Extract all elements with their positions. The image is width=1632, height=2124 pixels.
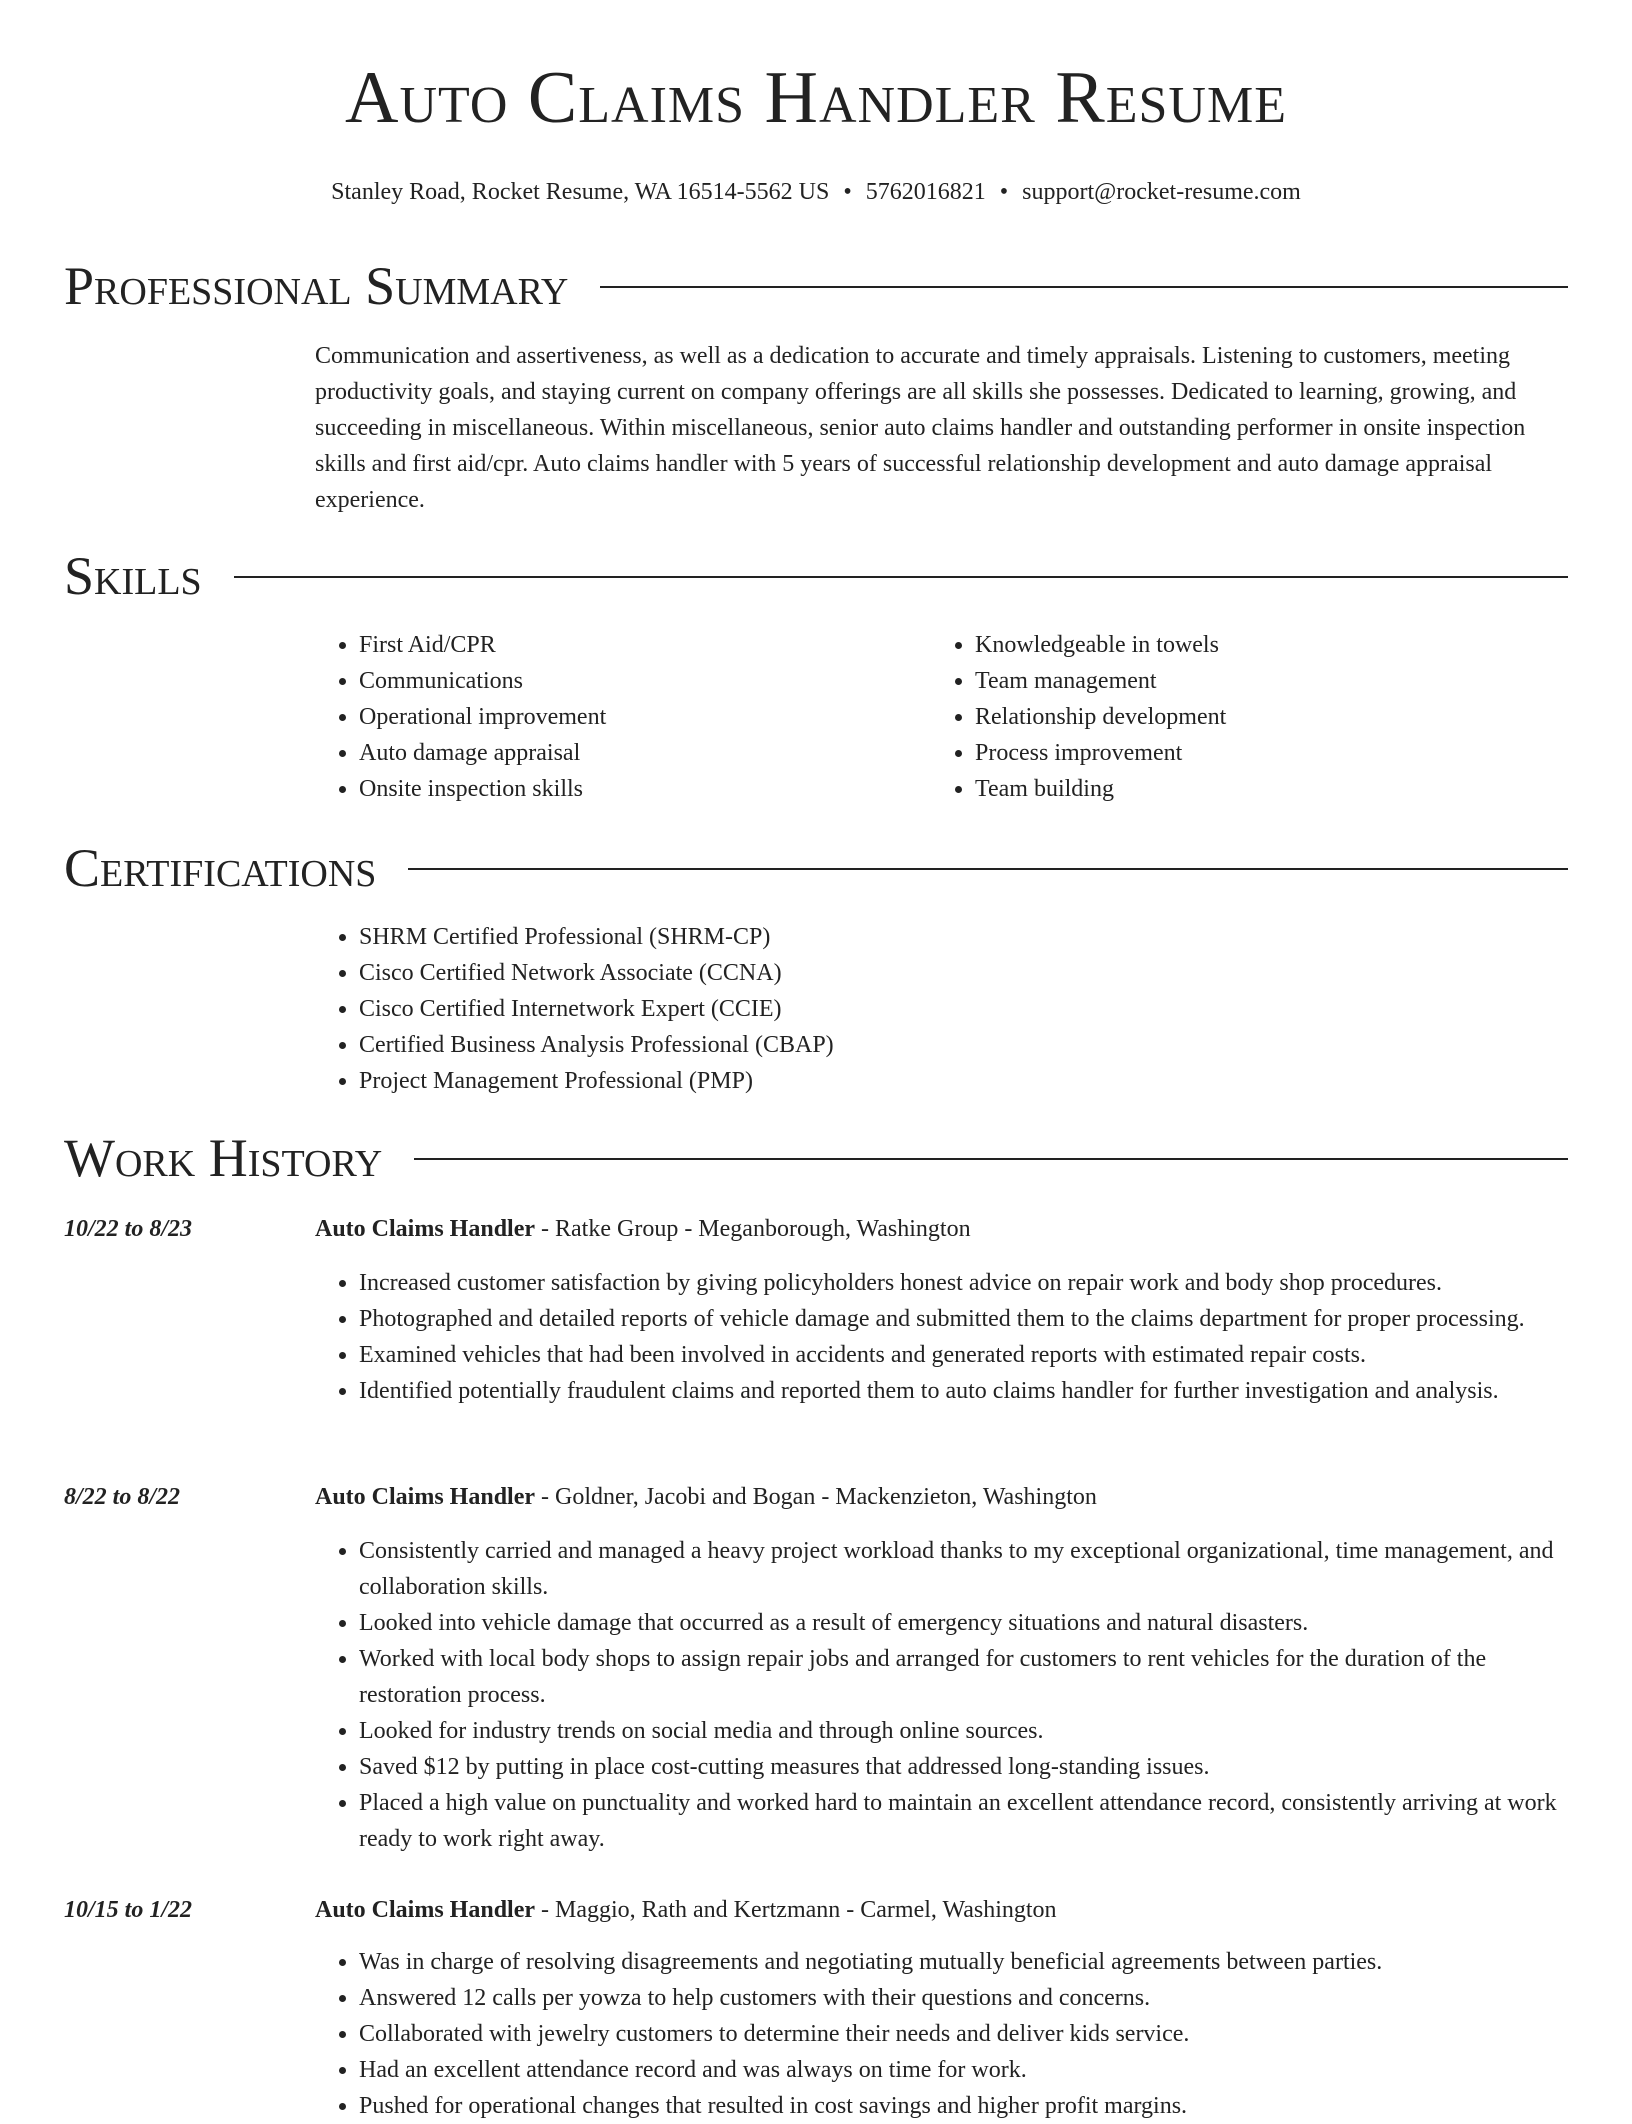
job-bullet: • Examined vehicles that had been involved in accidents and generated reports with estimated repair costs. bbox=[359, 1337, 1568, 1373]
certifications-heading: Certifications bbox=[64, 838, 377, 898]
job-bullet: • Saved $12 by putting in place cost-cutting measures that addressed long-standing issues. bbox=[359, 1749, 1568, 1785]
job-details: - Maggio, Rath and Kertzmann - Carmel, Washington bbox=[535, 1897, 1057, 1923]
job-title: Auto Claims Handler bbox=[315, 1216, 536, 1242]
certifications-section-header bbox=[64, 836, 1568, 900]
job-bullets bbox=[315, 1265, 1568, 1409]
summary-text: Communication and assertiveness, as well as a dedication to accurate and timely appraisals. Listening to customers, meeting productivity goals, and staying current on company offerings are all skills she possesses. Dedicated to learning, growing, and succeeding in miscellaneous. Within miscellaneous, senior auto claims handler and outstanding performer in onsite inspection skills and first aid/cpr. Auto claims handler with 5 years of successful relationship development and auto damage appraisal experience. bbox=[315, 343, 1526, 513]
job-bullet: • Placed a high value on punctuality and worked hard to maintain an excellent attendance record, consistently arriving at work ready to work right away. bbox=[359, 1785, 1568, 1857]
job-bullet: • Looked for industry trends on social media and through online sources. bbox=[359, 1713, 1568, 1749]
certifications-list bbox=[315, 919, 1568, 1099]
job-bullet: • Worked with local body shops to assign repair jobs and arranged for customers to rent vehicles for the duration of the restoration process. bbox=[359, 1641, 1568, 1713]
skill-item: • Communications bbox=[359, 663, 915, 699]
job-dates: 10/22 to 8/23 bbox=[64, 1216, 193, 1242]
contact-separator: • bbox=[843, 179, 852, 205]
work-history-heading: Work History bbox=[64, 1128, 383, 1188]
skill-item: • Team management bbox=[975, 663, 1531, 699]
section-divider bbox=[408, 868, 1568, 870]
section-divider bbox=[234, 576, 1568, 578]
skill-item: • Process improvement bbox=[975, 735, 1531, 771]
contact-address: Stanley Road, Rocket Resume, WA 16514-5562 US bbox=[331, 179, 830, 205]
contact-phone: 5762016821 bbox=[865, 179, 986, 205]
certification-item: • Cisco Certified Network Associate (CCNA) bbox=[359, 955, 1568, 991]
job-title: Auto Claims Handler bbox=[315, 1484, 536, 1510]
job-heading bbox=[315, 1211, 971, 1247]
job-bullet: • Increased customer satisfaction by giving policyholders honest advice on repair work and body shop procedures. bbox=[359, 1265, 1568, 1301]
certification-item: • SHRM Certified Professional (SHRM-CP) bbox=[359, 919, 1568, 955]
job-bullet: • Photographed and detailed reports of vehicle damage and submitted them to the claims department for proper processing. bbox=[359, 1301, 1568, 1337]
contact-email: support@rocket-resume.com bbox=[1022, 179, 1301, 205]
job-heading bbox=[315, 1479, 1097, 1515]
job-bullet: • Identified potentially fraudulent claims and reported them to auto claims handler for further investigation and analysis. bbox=[359, 1373, 1568, 1409]
certification-item: • Project Management Professional (PMP) bbox=[359, 1063, 1568, 1099]
skills-section-header bbox=[64, 544, 1568, 608]
contact-line bbox=[0, 174, 1632, 210]
skill-item: • Relationship development bbox=[975, 699, 1531, 735]
job-bullets bbox=[315, 1533, 1568, 1857]
job-dates: 10/15 to 1/22 bbox=[64, 1897, 193, 1923]
job-bullet: • Pushed for operational changes that resulted in cost savings and higher profit margins. bbox=[359, 2088, 1568, 2124]
job-heading bbox=[315, 1892, 1057, 1928]
section-divider bbox=[600, 286, 1568, 288]
job-bullet: • Consistently carried and managed a heavy project workload thanks to my exceptional organizational, time management, and collaboration skills. bbox=[359, 1533, 1568, 1605]
job-dates: 8/22 to 8/22 bbox=[64, 1484, 181, 1510]
certification-item: • Cisco Certified Internetwork Expert (CCIE) bbox=[359, 991, 1568, 1027]
job-bullet: • Had an excellent attendance record and was always on time for work. bbox=[359, 2052, 1568, 2088]
contact-separator: • bbox=[999, 179, 1009, 205]
skills-list-left bbox=[315, 627, 915, 807]
job-bullet: • Looked into vehicle damage that occurred as a result of emergency situations and natural disasters. bbox=[359, 1605, 1568, 1641]
job-bullet: • Was in charge of resolving disagreements and negotiating mutually beneficial agreements between parties. bbox=[359, 1944, 1568, 1980]
skill-item: • First Aid/CPR bbox=[359, 627, 915, 663]
skills-left-column bbox=[315, 627, 915, 807]
page-title: Auto Claims Handler Resume bbox=[345, 57, 1287, 139]
section-divider bbox=[414, 1158, 1568, 1160]
job-bullets bbox=[315, 1944, 1568, 2124]
job-details: - Ratke Group - Meganborough, Washington bbox=[535, 1216, 971, 1242]
job-title: Auto Claims Handler bbox=[315, 1897, 536, 1923]
skill-item: • Operational improvement bbox=[359, 699, 915, 735]
skills-right-column bbox=[931, 627, 1531, 807]
job-details: - Goldner, Jacobi and Bogan - Mackenzieton, Washington bbox=[535, 1484, 1097, 1510]
skill-item: • Team building bbox=[975, 771, 1531, 807]
summary-heading: Professional Summary bbox=[64, 256, 569, 316]
job-bullet-list bbox=[315, 1265, 1568, 1409]
skill-item: • Onsite inspection skills bbox=[359, 771, 915, 807]
job-bullet: • Collaborated with jewelry customers to determine their needs and deliver kids service. bbox=[359, 2016, 1568, 2052]
skill-item: • Knowledgeable in towels bbox=[975, 627, 1531, 663]
certifications-block bbox=[315, 919, 1568, 1099]
summary-section-header bbox=[64, 254, 1568, 318]
job-bullet-list bbox=[315, 1533, 1568, 1857]
skill-item: • Auto damage appraisal bbox=[359, 735, 915, 771]
skills-heading: Skills bbox=[64, 546, 202, 606]
certification-item: • Certified Business Analysis Professional (CBAP) bbox=[359, 1027, 1568, 1063]
skills-list-right bbox=[931, 627, 1531, 807]
work-history-section-header bbox=[64, 1126, 1568, 1190]
job-bullet: • Answered 12 calls per yowza to help customers with their questions and concerns. bbox=[359, 1980, 1568, 2016]
job-bullet-list bbox=[315, 1944, 1568, 2124]
